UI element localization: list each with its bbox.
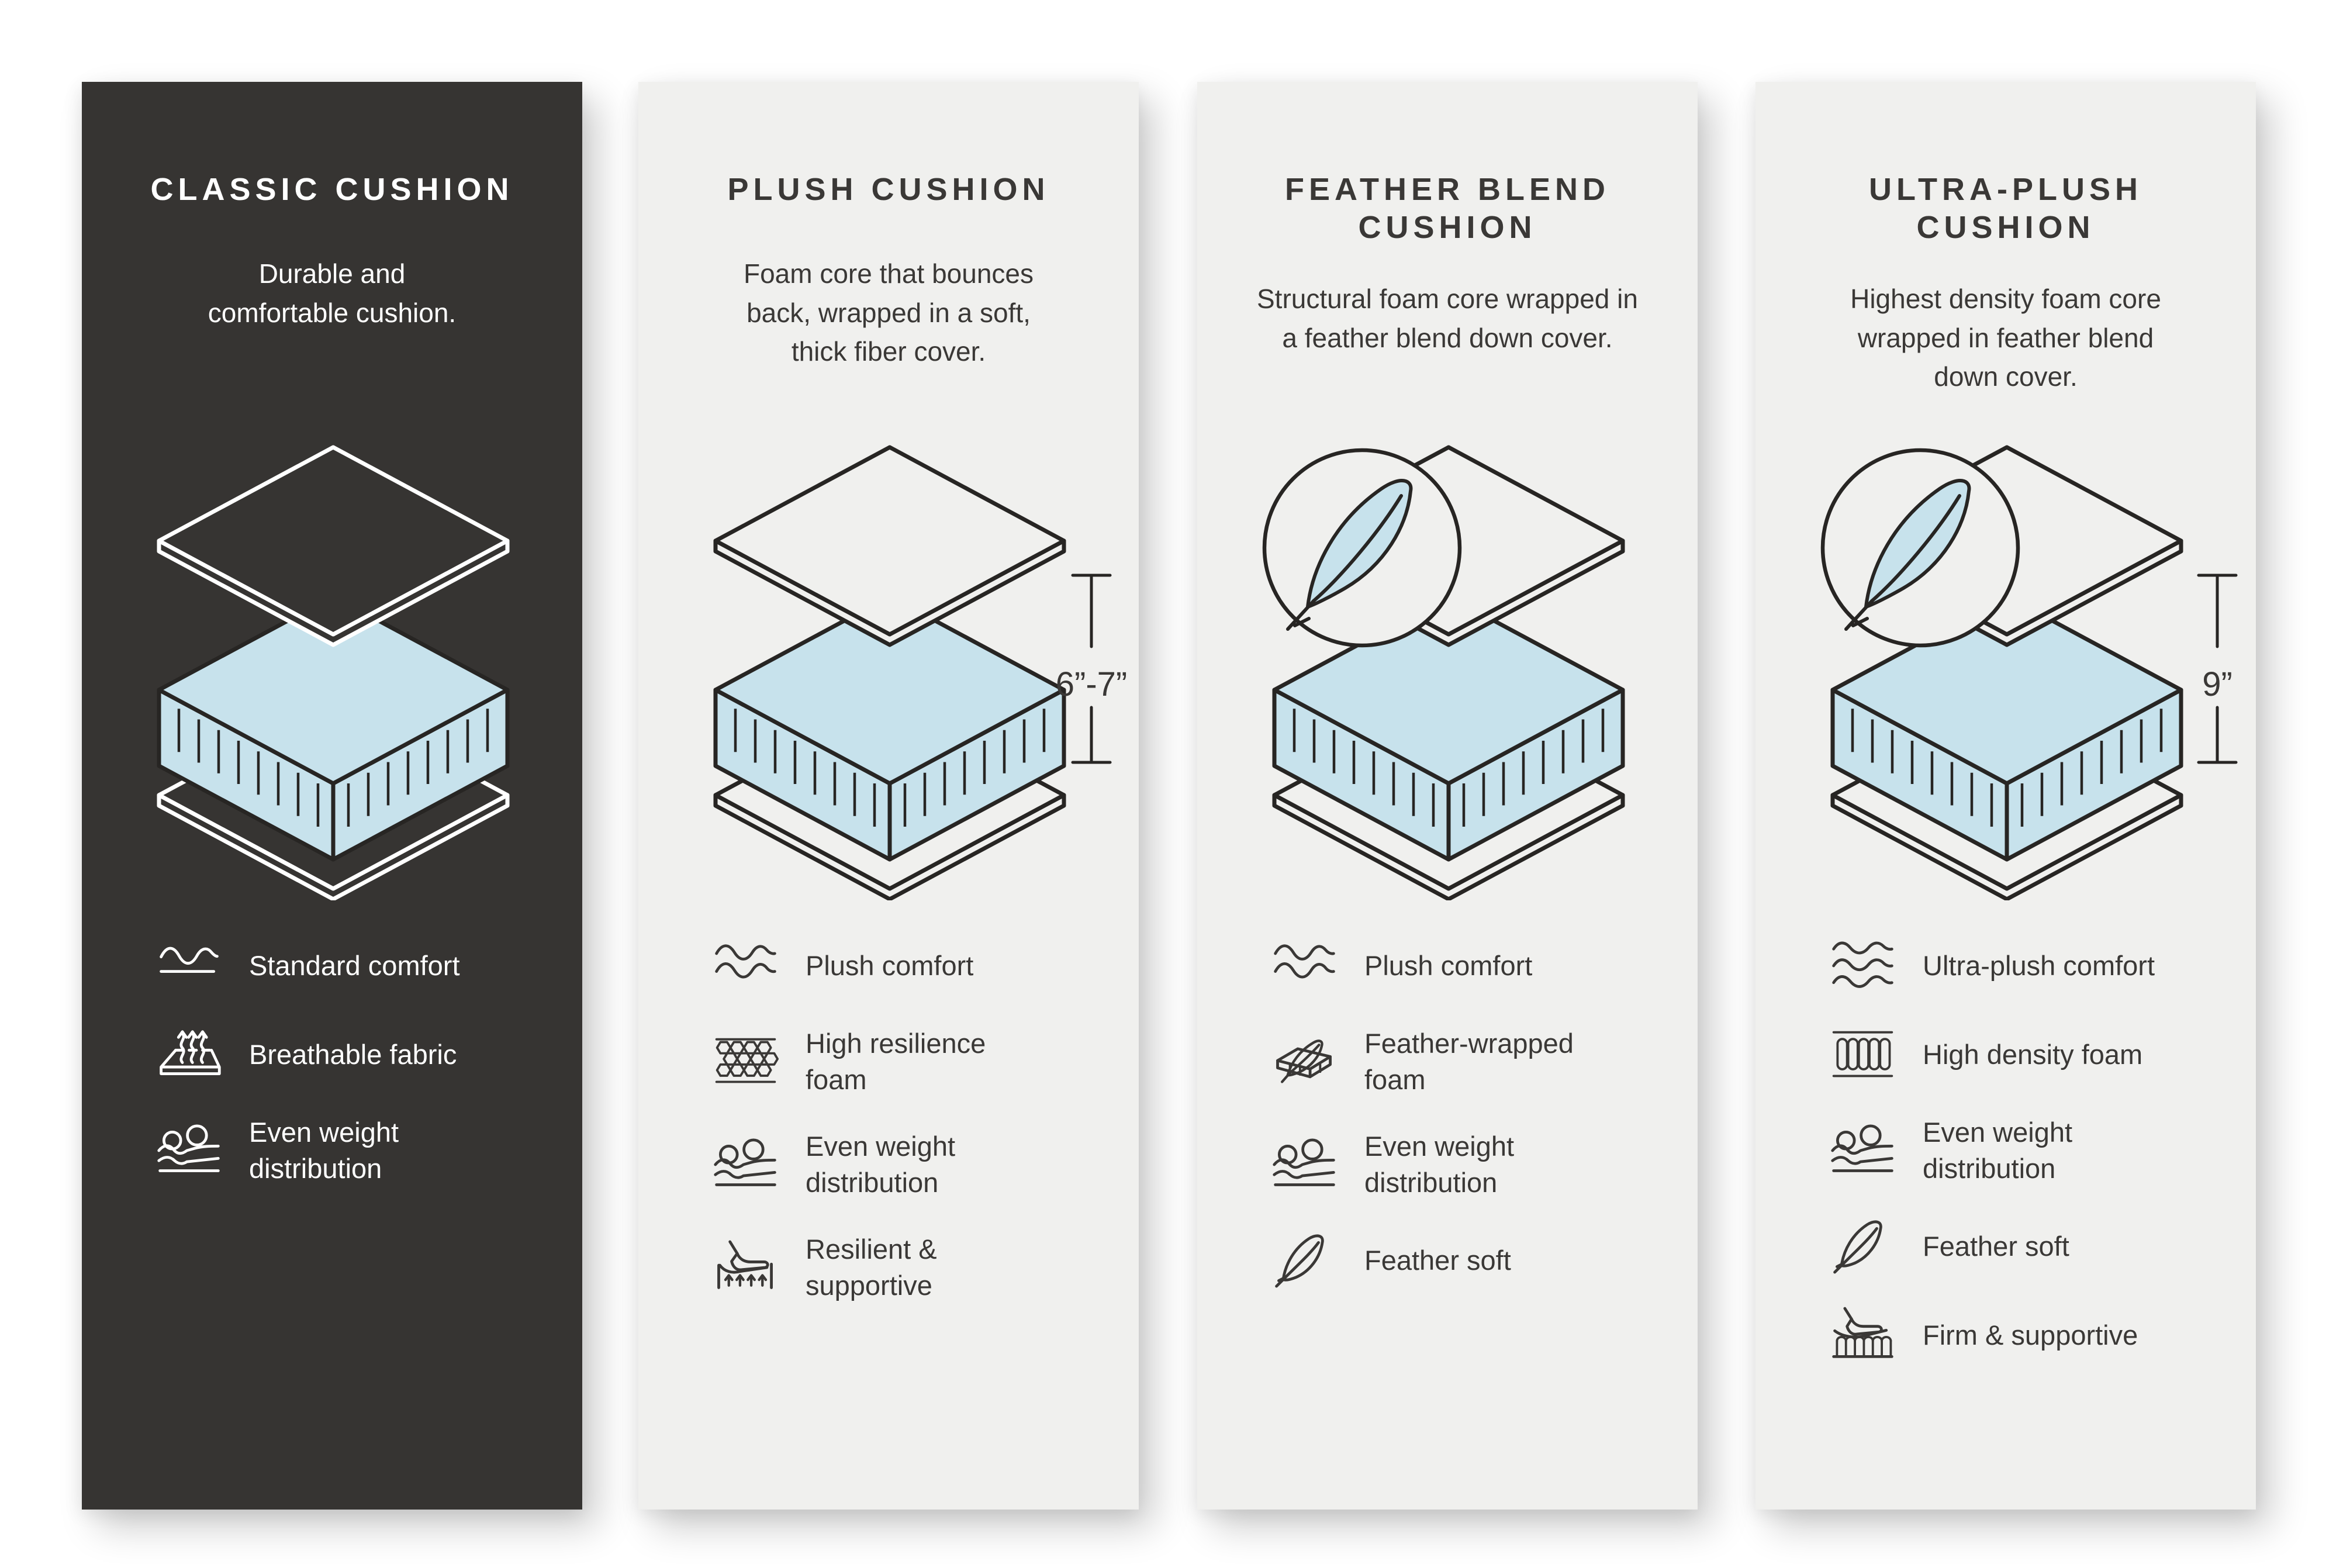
panel-description: Foam core that bounces back, wrapped in a soft, thick fiber cover. <box>743 258 1034 367</box>
density-foam-icon <box>1829 1025 1896 1084</box>
panel-title: PLUSH CUSHION <box>727 172 1050 207</box>
firm-supportive-icon <box>1829 1306 1896 1365</box>
measurement-label: 9” <box>2202 665 2232 703</box>
feature-label: Firm & supportive <box>1923 1320 2138 1351</box>
even-weight-icon <box>712 1135 779 1194</box>
feather-wrapped-foam-icon <box>1271 1032 1338 1091</box>
resilient-supportive-icon <box>712 1238 779 1297</box>
feather-badge-icon <box>1264 450 1460 645</box>
feature-label: High resilience foam <box>806 1028 986 1096</box>
panel-plush-cushion <box>638 82 1139 1510</box>
panel-description: Structural foam core wrapped in a feather blend down cover. <box>1257 284 1638 353</box>
feather-icon <box>1271 1231 1338 1290</box>
cushion-diagram-svg <box>82 433 582 900</box>
feature-item <box>1271 1231 1681 1290</box>
measurement-label: 6”-7” <box>1055 665 1128 703</box>
height-measurement <box>2199 575 2236 762</box>
panel-feather-blend-cushion <box>1197 82 1698 1510</box>
feature-label: Plush comfort <box>806 949 974 981</box>
panel-description: Highest density foam core wrapped in feather blend down cover. <box>1850 284 2161 392</box>
feature-item <box>155 937 566 995</box>
height-measurement <box>1056 575 1127 762</box>
feather-badge-icon <box>1823 450 2018 645</box>
cushion-layers-diagram <box>82 433 582 900</box>
waves-2-icon <box>712 937 779 995</box>
feather-icon <box>1829 1217 1896 1276</box>
feature-label: Even weight distribution <box>806 1131 956 1199</box>
feature-item <box>1829 1114 2240 1187</box>
feature-item <box>1829 1306 2240 1365</box>
feature-item <box>712 1231 1122 1304</box>
feature-label: Breathable fabric <box>249 1038 457 1070</box>
waves-3-icon <box>1829 937 1896 995</box>
breathable-fabric-icon <box>155 1025 223 1084</box>
waves-2-icon <box>1271 937 1338 995</box>
feature-list <box>155 937 566 1217</box>
feature-label: Standard comfort <box>249 949 460 981</box>
feature-item <box>712 937 1122 995</box>
panel-title: FEATHER BLEND CUSHION <box>1285 172 1610 245</box>
wave-underline-icon <box>155 937 223 995</box>
cushion-diagram-svg <box>1197 433 1698 900</box>
feature-item <box>1829 1217 2240 1276</box>
feature-label: Feather soft <box>1923 1231 2069 1262</box>
top-cover-layer <box>159 447 507 645</box>
feature-item <box>155 1114 566 1187</box>
feature-label: High density foam <box>1923 1038 2143 1070</box>
feature-label: Even weight distribution <box>1364 1131 1515 1199</box>
cushion-layers-diagram <box>1755 433 2256 900</box>
feature-list <box>1829 937 2240 1395</box>
feature-item <box>1271 1025 1681 1098</box>
panel-classic-cushion <box>82 82 582 1510</box>
feature-label: Even weight distribution <box>249 1117 399 1184</box>
cushion-diagram-svg <box>1755 433 2256 900</box>
feature-list <box>712 937 1122 1334</box>
feature-label: Feather soft <box>1364 1245 1511 1276</box>
feature-item <box>1271 1128 1681 1201</box>
feature-item <box>155 1025 566 1084</box>
feature-label: Resilient & supportive <box>806 1234 937 1301</box>
feature-label: Plush comfort <box>1364 949 1533 981</box>
feature-item <box>1829 937 2240 995</box>
honeycomb-foam-icon <box>712 1032 779 1091</box>
cushion-layers-diagram <box>638 433 1139 900</box>
top-cover-layer <box>716 447 1064 645</box>
feature-label: Feather-wrapped foam <box>1364 1028 1574 1096</box>
panel-title: ULTRA-PLUSH CUSHION <box>1869 172 2142 245</box>
panel-ultra-plush-cushion <box>1755 82 2256 1510</box>
even-weight-icon <box>155 1121 223 1180</box>
feature-item <box>712 1128 1122 1201</box>
feature-label: Ultra-plush comfort <box>1923 949 2155 981</box>
feature-item <box>1271 937 1681 995</box>
panel-title: CLASSIC CUSHION <box>150 172 514 207</box>
cushion-diagram-svg <box>638 433 1139 900</box>
even-weight-icon <box>1829 1121 1896 1180</box>
feature-list <box>1271 937 1681 1320</box>
feature-label: Even weight distribution <box>1923 1117 2073 1184</box>
feature-item <box>1829 1025 2240 1084</box>
panel-description: Durable and comfortable cushion. <box>208 258 457 328</box>
cushion-layers-diagram <box>1197 433 1698 900</box>
feature-item <box>712 1025 1122 1098</box>
even-weight-icon <box>1271 1135 1338 1194</box>
